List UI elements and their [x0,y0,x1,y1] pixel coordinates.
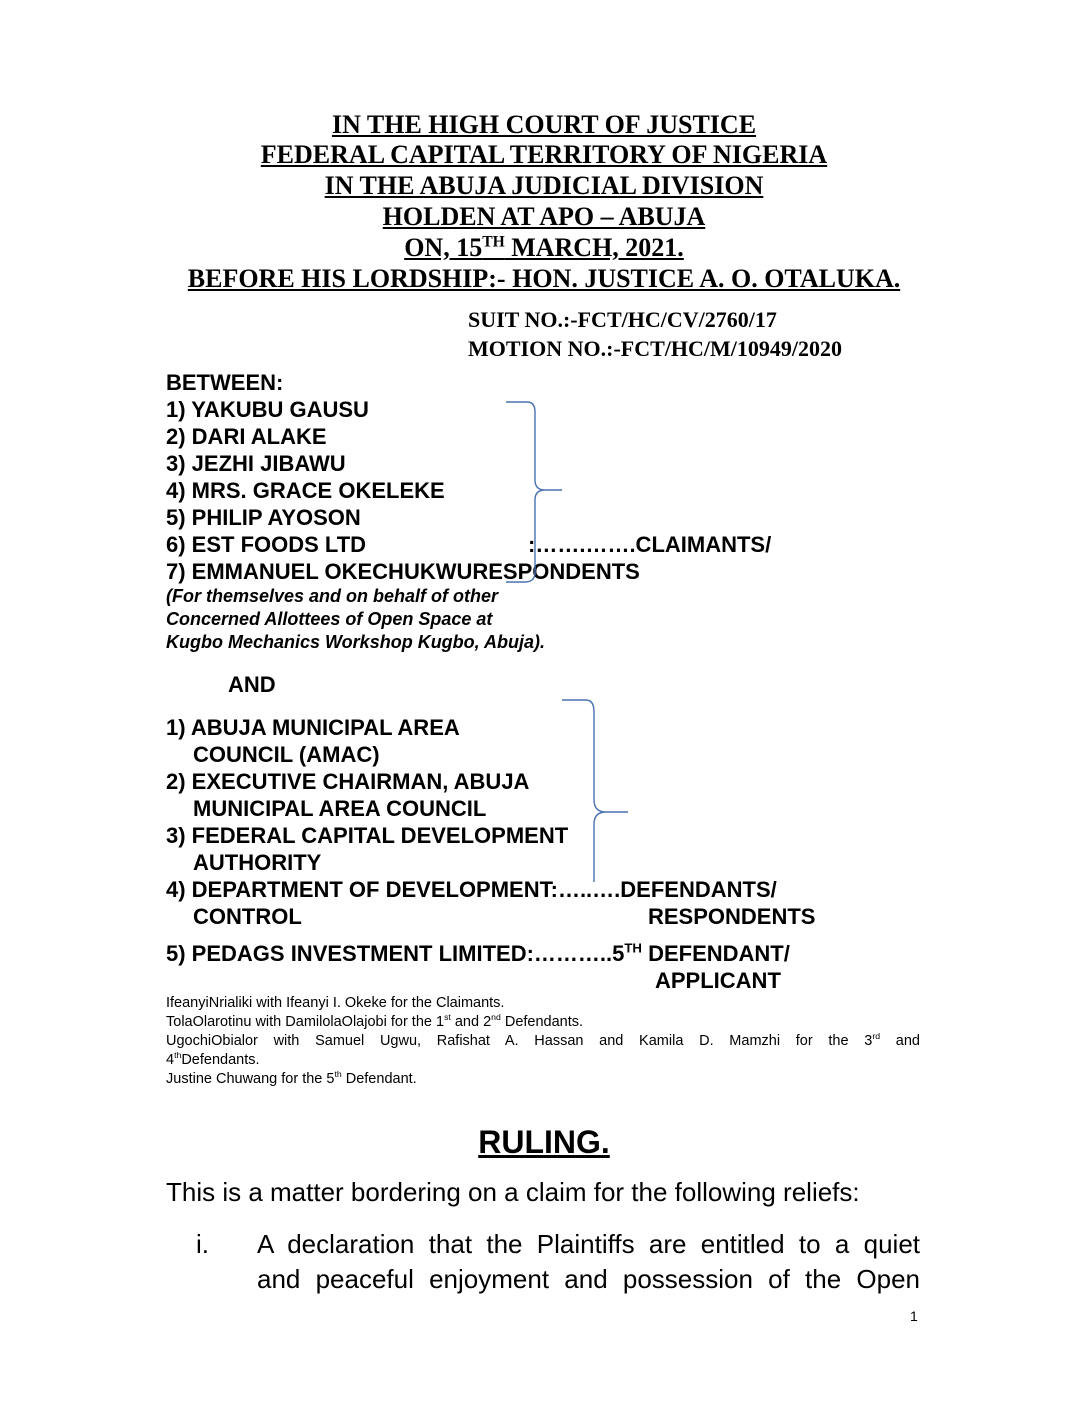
applicant-role: APPLICANT [655,968,781,993]
defendants-role: RESPONDENTS [648,904,816,929]
claimant-3: 3) JEZHI JIBAWU [166,451,346,476]
defendant-2: 2) EXECUTIVE CHAIRMAN, ABUJA [166,769,530,794]
counsel-5th-defendant: Justine Chuwang for the 5th Defendant. [166,1069,417,1087]
counsel-3-4-defendants-cont: 4thDefendants. [166,1050,260,1068]
claimant-7: 7) EMMANUEL OKECHUKWURESPONDENTS [166,559,640,584]
behalf-note-3: Kugbo Mechanics Workshop Kugbo, Abuja). [166,632,546,652]
defendant-1-cont: COUNCIL (AMAC) [193,742,380,767]
counsel-claimants: IfeanyiNrialiki with Ifeanyi I. Okeke for the Claimants. [166,995,505,1011]
division-title: IN THE ABUJA JUDICIAL DIVISION [324,171,764,200]
claimant-6: 6) EST FOODS LTD [166,532,367,557]
court-title: IN THE HIGH COURT OF JUSTICE [331,110,757,139]
territory-title: FEDERAL CAPITAL TERRITORY OF NIGERIA [260,140,828,169]
claimants-role: :…….…….CLAIMANTS/ [528,532,772,557]
claimant-5: 5) PHILIP AYOSON [166,505,361,530]
defendant-3-cont: AUTHORITY [193,850,322,875]
date-line: ON, 15TH MARCH, 2021. [404,233,684,262]
holden-title: HOLDEN AT APO – ABUJA [382,202,706,231]
claimant-1: 1) YAKUBU GAUSU [166,397,369,422]
before-line: BEFORE HIS LORDSHIP:- HON. JUSTICE A. O. OTALUKA. [187,264,901,293]
defendant-5: 5) PEDAGS INVESTMENT LIMITED:………..5TH DEFENDANT/ [166,940,790,966]
defendant-3: 3) FEDERAL CAPITAL DEVELOPMENT [166,823,569,848]
behalf-note-1: (For themselves and on behalf of other [166,586,499,606]
claimant-2: 2) DARI ALAKE [166,424,327,449]
ruling-title: RULING. [478,1124,610,1160]
defendant-4: 4) DEPARTMENT OF DEVELOPMENT:…..….DEFENDANTS/ [166,877,777,902]
suit-number: SUIT NO.:-FCT/HC/CV/2760/17 [468,307,777,332]
defendants-bracket [562,700,628,882]
defendant-1: 1) ABUJA MUNICIPAL AREA [166,715,460,740]
between-label: BETWEEN: [166,370,284,395]
relief-line-2: and peaceful enjoyment and possession of the Open [257,1264,920,1294]
claimant-4: 4) MRS. GRACE OKELEKE [166,478,445,503]
counsel-3-4-defendants: UgochiObialor with Samuel Ugwu, Rafishat A. Hassan and Kamila D. Mamzhi for the 3rd and [166,1031,920,1049]
claimants-bracket [506,402,562,582]
behalf-note-2: Concerned Allottees of Open Space at [166,609,493,629]
defendant-4-cont: CONTROL [193,904,302,929]
ruling-intro: This is a matter bordering on a claim for the following reliefs: [166,1177,860,1207]
counsel-1-2-defendants: TolaOlarotinu with DamilolaOlajobi for the 1st and 2nd Defendants. [166,1012,584,1030]
and-label: AND [228,672,276,697]
defendant-2-cont: MUNICIPAL AREA COUNCIL [193,796,487,821]
relief-marker: i. [196,1229,209,1259]
page-number: 1 [910,1308,918,1324]
relief-line-1: A declaration that the Plaintiffs are entitled to a quiet [257,1229,920,1259]
motion-number: MOTION NO.:-FCT/HC/M/10949/2020 [468,336,842,361]
